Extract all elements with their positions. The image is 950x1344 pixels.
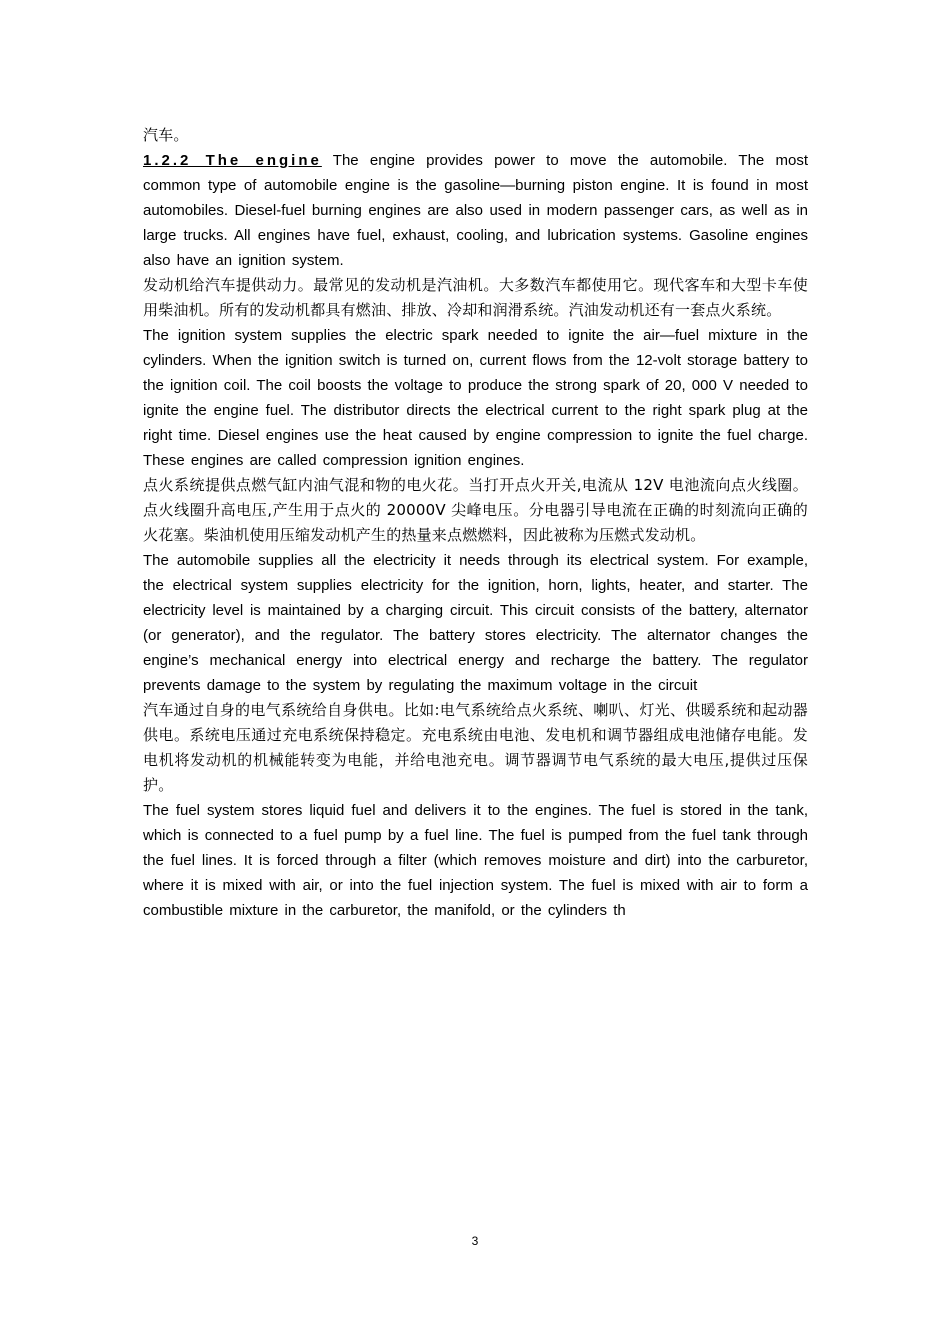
page-number: 3 [471,1234,479,1248]
paragraph-engine-en [143,148,808,273]
section-heading: 1.2.2 The engine [143,152,322,169]
paragraph-electrical-cn: 汽车通过自身的电气系统给自身供电。比如:电气系统给点火系统、喇叭、灯光、供暖系统和起动器供电。系统电压通过充电系统保持稳定。充电系统由电池、发电机和调节器组成电池储存电能。发电机将发动机的机械能转变为电能，并给电池充电。调节器调节电气系统的最大电压,提供过压保护。 [143,701,808,794]
paragraph-engine-text: The engine provides power to move the automobile. The most common type of automobile engine is the gasoline—burning piston engine. It is found in most automobiles. Diesel-fuel burning engines are also used in modern passenger cars, as well as in large trucks. All engines have fuel, exhaust, cooling, and lubrication systems. Gasoline engines also have an ignition system. [143,152,808,269]
document-body [143,123,808,923]
intro-line: 汽车。 [143,126,189,144]
paragraph-ignition-cn: 点火系统提供点燃气缸内油气混和物的电火花。当打开点火开关,电流从 12V 电池流向点火线圈。点火线圈升高电压,产生用于点火的 20000V 尖峰电压。分电器引导电流在正确的时刻流向正确的火花塞。柴油机使用压缩发动机产生的热量来点燃燃料，因此被称为压燃式发动机。 [143,476,808,544]
paragraph-engine-cn: 发动机给汽车提供动力。最常见的发动机是汽油机。大多数汽车都使用它。现代客车和大型卡车使用柴油机。所有的发动机都具有燃油、排放、冷却和润滑系统。汽油发动机还有一套点火系统。 [143,276,808,319]
paragraph-electrical-en: The automobile supplies all the electricity it needs through its electrical system. For example, the electrical system supplies electricity for the ignition, horn, lights, heater, and starter. The electricity level is maintained by a charging circuit. This circuit consists of the battery, alternator (or generator), and the regulator. The battery stores electricity. The alternator changes the engine’s mechanical energy into electrical energy and recharge the battery. The regulator prevents damage to the system by regulating the maximum voltage in the circuit [143,552,808,694]
paragraph-fuel-en: The fuel system stores liquid fuel and delivers it to the engines. The fuel is stored in the tank, which is connected to a fuel pump by a fuel line. The fuel is pumped from the fuel tank through the fuel lines. It is forced through a filter (which removes moisture and dirt) into the carburetor, where it is mixed with air, or into the fuel injection system. The fuel is mixed with air to form a combustible mixture in the carburetor, the manifold, or the cylinders th [143,802,808,919]
paragraph-ignition-en: The ignition system supplies the electric spark needed to ignite the air—fuel mixture in the cylinders. When the ignition switch is turned on, current flows from the 12-volt storage battery to the ignition coil. The coil boosts the voltage to produce the strong spark of 20, 000 V needed to ignite the engine fuel. The distributor directs the electrical current to the right spark plug at the right time. Diesel engines use the heat caused by engine compression to ignite the fuel charge. These engines are called compression ignition engines. [143,327,808,469]
